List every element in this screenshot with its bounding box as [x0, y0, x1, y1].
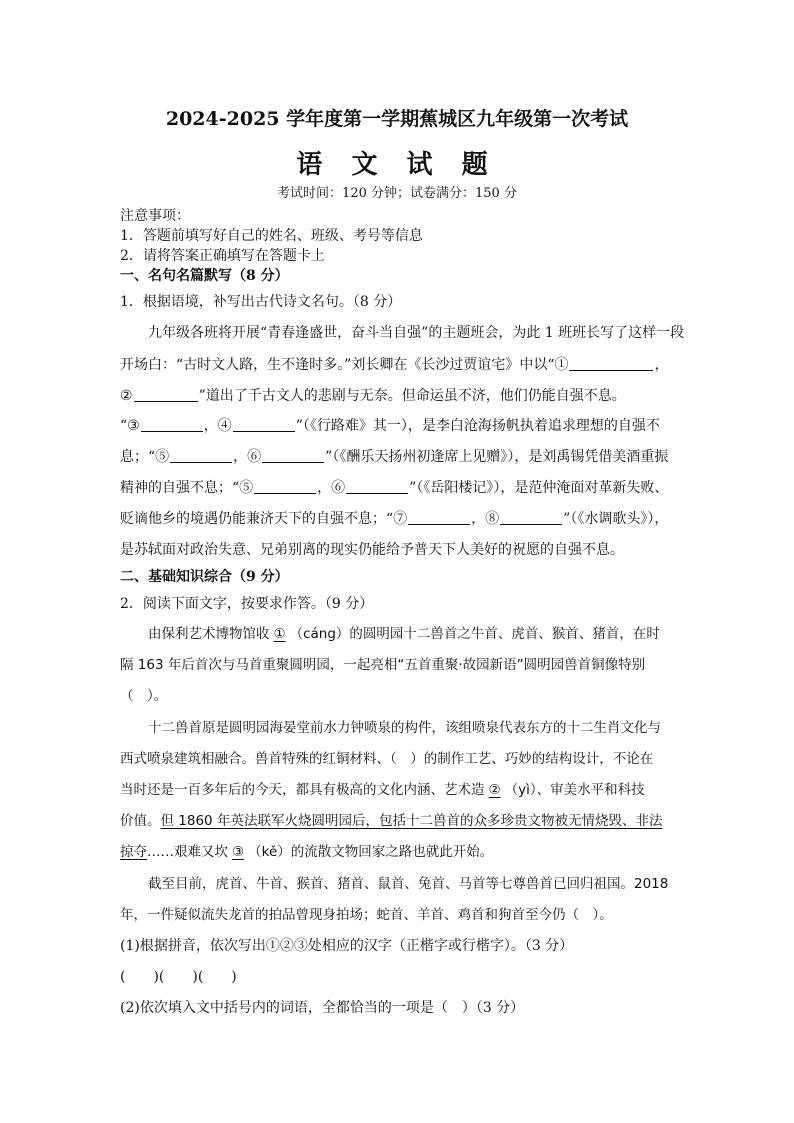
- answer-blank-5[interactable]: [170, 448, 232, 463]
- text: 贬谪他乡的境遇仍能兼济天下的自强不息；“⑦: [120, 511, 408, 527]
- blank-mark-1: ①: [273, 626, 286, 642]
- section1-heading: 一、名句名篇默写（8 分）: [120, 268, 289, 284]
- passage1-line4: [120, 416, 680, 436]
- text: ”（《酬乐天扬州初逢席上见赠》），是刘禹锡凭借美酒重振: [325, 449, 669, 465]
- text: （cáng）的圆明园十二兽首之牛首、虎首、猴首、猪首，在时: [289, 626, 660, 642]
- passage2-line6: [120, 780, 680, 800]
- question-2: 2．阅读下面文字，按要求作答。（9 分）: [120, 596, 374, 612]
- text: ”（《岳阳楼记》），是范仲淹面对革新失败、: [409, 480, 669, 496]
- subquestion-1-answer-blanks[interactable]: ( )( )( ): [120, 969, 237, 985]
- blank-mark-2: ②: [488, 782, 501, 798]
- note-item-1: 1．答题前填写好自己的姓名、班级、考号等信息: [120, 228, 423, 244]
- text: ，⑧: [471, 511, 500, 527]
- exam-title: 2024-2025 学年度第一学期蕉城区九年级第一次考试: [165, 108, 629, 130]
- text: 精神的自强不息；“⑤: [120, 480, 254, 496]
- passage1-line2: [120, 355, 680, 375]
- answer-blank-1[interactable]: [569, 356, 653, 371]
- exam-subtitle: 语 文 试 题: [296, 150, 498, 180]
- text: （yì）、审美水平和科技: [504, 782, 645, 798]
- passage2-line1: [120, 624, 680, 644]
- question-1: 1．根据语境，补写出古代诗文名句。（8 分）: [120, 294, 402, 310]
- passage2-line4: 十二兽首原是圆明园海晏堂前水力钟喷泉的构件，该组喷泉代表东方的十二生肖文化与: [148, 720, 661, 736]
- passage2-line8: [120, 842, 680, 862]
- passage2-line3: （ ）。: [120, 688, 168, 704]
- passage1-line8: 是苏轼面对政治失意、兄弟别离的现实仍能给予普天下人美好的祝愿的自强不息。: [120, 542, 624, 558]
- answer-blank-10[interactable]: [500, 510, 562, 525]
- passage2-line9: 截至目前，虎首、牛首、猴首、猪首、鼠首、兔首、马首等七尊兽首已回归祖国。2018: [148, 876, 669, 892]
- text: ”（《水调歌头》），: [563, 511, 669, 527]
- answer-blank-9[interactable]: [408, 510, 470, 525]
- text: ，④: [203, 418, 232, 434]
- text: ，⑥: [317, 480, 346, 496]
- passage2-line7: [120, 811, 680, 831]
- passage1-line6: [120, 478, 680, 498]
- exam-meta: 考试时间：120 分钟；试卷满分：150 分: [277, 186, 517, 201]
- answer-blank-8[interactable]: [346, 479, 408, 494]
- text: 价值。: [120, 813, 161, 829]
- answer-blank-4[interactable]: [233, 417, 295, 432]
- text: （kě）的流散文物回家之路也就此开始。: [248, 844, 494, 860]
- text: 由保利艺术博物馆收: [148, 626, 270, 642]
- passage1-line7: [120, 509, 680, 529]
- passage1-line5: [120, 447, 680, 467]
- note-item-2: 2．请将答案正确填写在答题卡上: [120, 248, 325, 264]
- text: ……艰难又坎: [147, 844, 228, 860]
- notes-heading: 注意事项：: [120, 208, 190, 224]
- passage1-line1: 九年级各班将开展“青春逢盛世，奋斗当自强”的主题班会，为此 1 班班长写了这样一段: [148, 325, 685, 341]
- passage2-line5: 西式喷泉建筑相融合。兽首特殊的红铜材料、（ ）的制作工艺、巧妙的结构设计，不论在: [120, 751, 654, 767]
- section2-heading: 二、基础知识综合（9 分）: [120, 569, 289, 585]
- answer-blank-3[interactable]: [141, 417, 203, 432]
- passage2-line2: 隔 163 年后首次与马首重聚圆明园，一起亮相“五首重聚·故园新语”圆明园兽首铜像特别: [120, 657, 646, 673]
- text: 开场白：“古时文人路，生不逢时多。”刘长卿在《长沙过贾谊宅》中以“①: [120, 357, 569, 373]
- passage2-line10: 年，一件疑似流失龙首的拍品曾现身拍场；蛇首、羊首、鸡首和狗首至今仍（ ）。: [120, 907, 613, 923]
- answer-blank-6[interactable]: [262, 448, 324, 463]
- answer-blank-7[interactable]: [254, 479, 316, 494]
- underlined-sentence: 但 1860 年英法联军火烧圆明园后，包括十二兽首的众多珍贵文物被无情烧毁、非法: [160, 813, 663, 829]
- subquestion-2: (2)依次填入文中括号内的词语，全都恰当的一项是（ ）（3 分）: [120, 1000, 525, 1016]
- underlined-sentence-end: 掠夺: [120, 844, 147, 860]
- text: 当时还是一百多年后的今天，都具有极高的文化内涵、艺术造: [120, 782, 485, 798]
- subquestion-1: (1)根据拼音，依次写出①②③处相应的汉字（正楷字或行楷字）。（3 分）: [120, 938, 574, 954]
- text: ，⑥: [233, 449, 262, 465]
- text: ，: [654, 357, 669, 373]
- text: ”道出了千古文人的悲剧与无奈。但命运虽不济，他们仍能自强不息。: [198, 388, 626, 404]
- text: ”（《行路难》其一），是李白沧海扬帆执着追求理想的自强不: [295, 418, 660, 434]
- passage1-line3: [120, 386, 680, 406]
- blank-mark-3: ③: [232, 844, 245, 860]
- text: ②: [120, 388, 133, 404]
- text: 息；“⑤: [120, 449, 170, 465]
- answer-blank-2[interactable]: [134, 387, 198, 402]
- text: “③: [120, 418, 140, 434]
